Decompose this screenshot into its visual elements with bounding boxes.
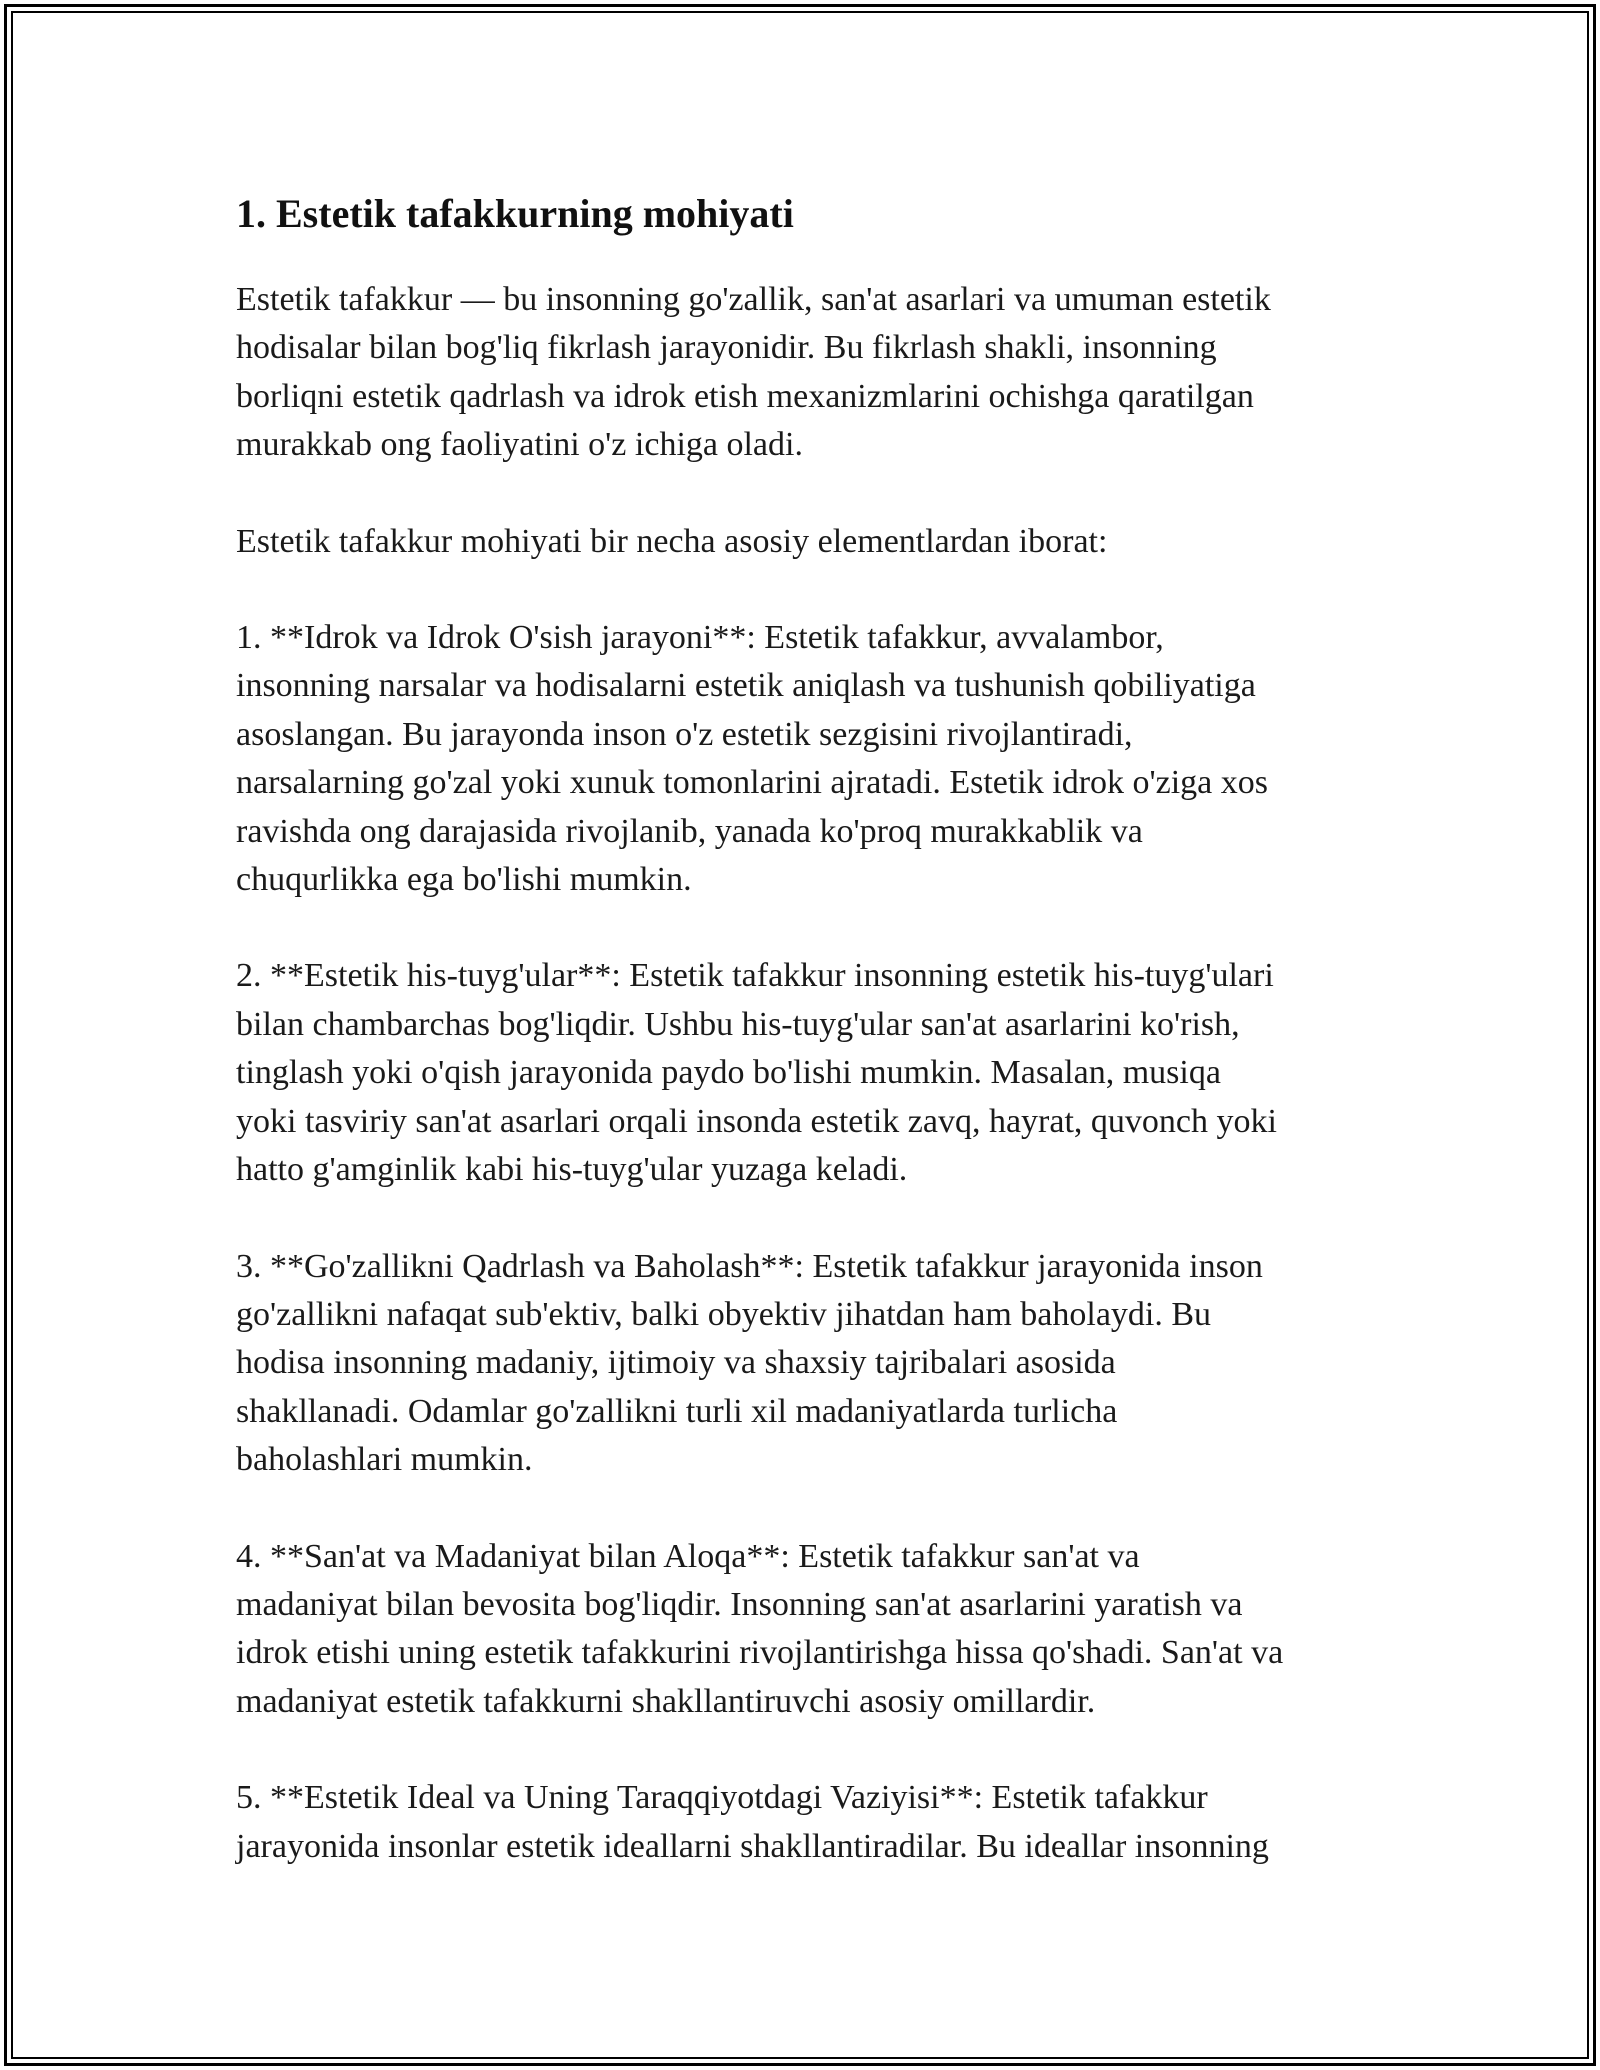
- elements-intro-paragraph: Estetik tafakkur mohiyati bir necha asosiy elementlardan iborat:: [236, 522, 1108, 560]
- intro-paragraph: Estetik tafakkur — bu insonning go'zallik, san'at asarlari va umuman estetik hodisalar bilan bog'liq fikrlash jarayonidir. Bu fikrlash shakli, insonning borliqni estetik qadrlash va idrok etish mexanizmlarini ochishga qaratilgan murakkab ong faoliyatini o'z ichiga oladi.: [236, 281, 1271, 464]
- list-item-3: 3. **Go'zallikni Qadrlash va Baholash**: Estetik tafakkur jarayonida inson go'zallikni nafaqat sub'ektiv, balki obyektiv jihatdan ham baholaydi. Bu hodisa insonning madaniy, ijtimoiy va shaxsiy tajribalari asosida shakllanadi. Odamlar go'zallikni turli xil madaniyatlarda turlicha baholashlari mumkin.: [236, 1247, 1263, 1479]
- list-item-1: 1. **Idrok va Idrok O'sish jarayoni**: Estetik tafakkur, avvalambor, insonning narsalar va hodisalarni estetik aniqlash va tushunish qobiliyatiga asoslangan. Bu jarayonda inson o'z estetik sezgisini rivojlantiradi, narsalarning go'zal yoki xunuk tomonlarini ajratadi. Estetik idrok o'ziga xos ravishda ong darajasida rivojlanib, yanada ko'proq murakkablik va chuqurlikka ega bo'lishi mumkin.: [236, 619, 1269, 899]
- section-heading: 1. Estetik tafakkurning mohiyati: [236, 191, 794, 236]
- list-item-4: 4. **San'at va Madaniyat bilan Aloqa**: Estetik tafakkur san'at va madaniyat bilan bevosita bog'liqdir. Insonning san'at asarlarini yaratish va idrok etishi uning estetik tafakkurini rivojlantirishga hissa qo'shadi. San'at va madaniyat estetik tafakkurni shakllantiruvchi asosiy omillardir.: [236, 1537, 1284, 1720]
- list-item-5: 5. **Estetik Ideal va Uning Taraqqiyotdagi Vaziyisi**: Estetik tafakkur jarayonida insonlar estetik ideallarni shakllantiradilar. Bu ideallar insonning: [236, 1779, 1269, 1865]
- document-body: [236, 186, 1386, 1919]
- list-item-2: 2. **Estetik his-tuyg'ular**: Estetik tafakkur insonning estetik his-tuyg'ulari bilan chambarchas bog'liqdir. Ushbu his-tuyg'ular san'at asarlarini ko'rish, tinglash yoki o'qish jarayonida paydo bo'lishi mumkin. Masalan, musiqa yoki tasviriy san'at asarlari orqali insonda estetik zavq, hayrat, quvonch yoki hatto g'amginlik kabi his-tuyg'ular yuzaga keladi.: [236, 957, 1277, 1189]
